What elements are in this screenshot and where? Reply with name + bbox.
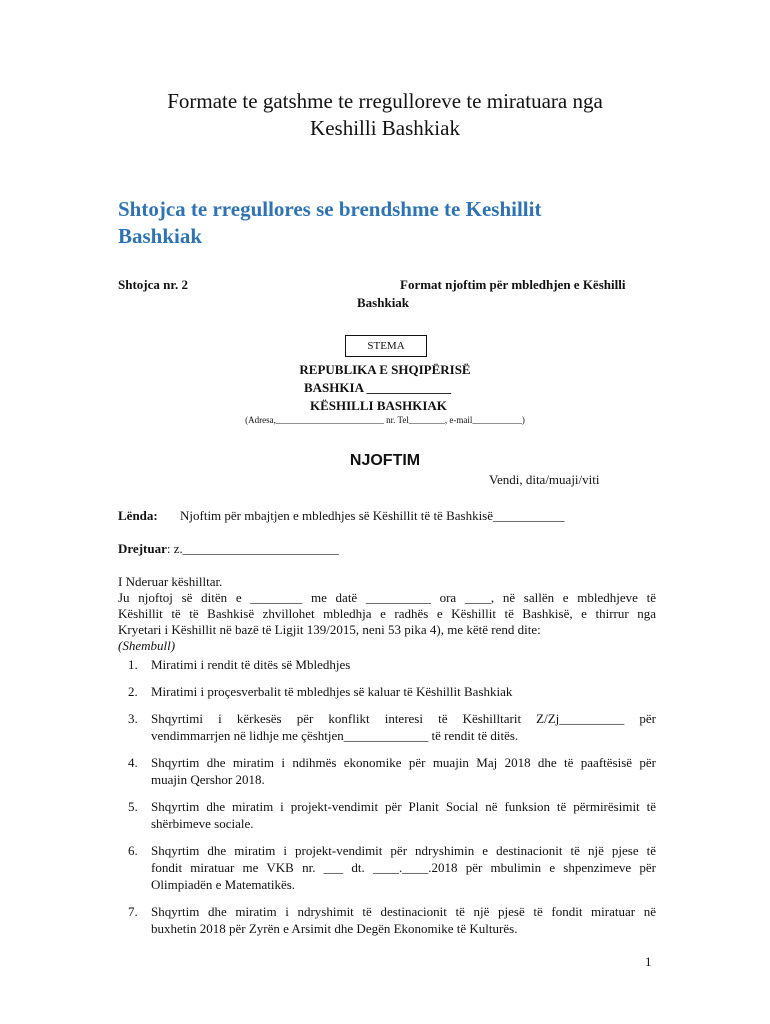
address-line: (Adresa,________________________ nr. Tel________, e-mail___________) xyxy=(245,415,525,425)
format-title-line-1: Format njoftim për mbledhjen e Këshilli xyxy=(400,277,626,292)
agenda-item-number: 4. xyxy=(128,755,138,770)
agenda-item-text-line-2: shërbimeve sociale. xyxy=(151,816,254,831)
agenda-item-text-line-1: Shqyrtim dhe miratim i projekt-vendimit për Planit Social në funksion të përmirësimit të xyxy=(151,799,656,814)
document-title-line-1: Formate te gatshme te rregulloreve te miratuara nga xyxy=(167,89,603,113)
agenda-item xyxy=(118,903,656,937)
agenda-item-number: 2. xyxy=(128,684,138,699)
agenda-item xyxy=(118,656,656,673)
agenda-item-number: 3. xyxy=(128,711,138,726)
agenda-item-text: Miratimi i rendit të ditës së Mbledhjes xyxy=(151,657,351,672)
agenda-item-text-line-1: Shqyrtimi i kërkesës për konflikt interesi të Këshilltarit Z/Zj__________ për xyxy=(151,711,656,726)
republic-heading: REPUBLIKA E SHQIPËRISË xyxy=(299,362,471,377)
body-line-3: Kryetari i Këshillit në bazë të Ligjit 139/2015, neni 53 pika 4), me këtë rend dite: xyxy=(118,622,541,637)
document-title xyxy=(0,88,770,142)
addressed-to xyxy=(118,541,339,557)
agenda-item-number: 5. xyxy=(128,799,138,814)
subject-value: Njoftim për mbajtjen e mbledhjes së Këshillit të të Bashkisë___________ xyxy=(180,508,565,523)
format-title-line-2: Bashkiak xyxy=(357,295,410,310)
addressed-value: : z.________________________ xyxy=(166,541,339,556)
place-date: Vendi, dita/muaji/viti xyxy=(489,472,600,487)
council-heading: KËSHILLI BASHKIAK xyxy=(310,398,447,413)
notice-body xyxy=(118,574,656,654)
agenda-item-text-line-1: Shqyrtim dhe miratim i ndihmës ekonomike për muajin Maj 2018 dhe të paaftësisë për xyxy=(151,755,656,770)
agenda-item-text-line-1: Shqyrtim dhe miratim i ndryshimit të destinacionit të një pjesë të fondit miratuar në xyxy=(151,904,656,919)
agenda-item xyxy=(118,798,656,832)
agenda-item xyxy=(118,842,656,893)
greeting: I Nderuar këshilltar. xyxy=(118,574,223,589)
agenda-item-text: Miratimi i proçesverbalit të mbledhjes së kaluar të Këshillit Bashkiak xyxy=(151,684,513,699)
subject-label: Lënda: xyxy=(118,508,158,523)
document-title-line-2: Keshilli Bashkiak xyxy=(310,116,460,140)
notice-title: NJOFTIM xyxy=(349,452,421,469)
agenda-item xyxy=(118,710,656,744)
emblem-placeholder: STEMA xyxy=(345,335,427,357)
body-line-2: Këshillit të të Bashkisë zhvillohet mbledhja e radhës e Këshillit të Bashkisë, e thirrur nga xyxy=(118,606,656,621)
agenda-item-number: 1. xyxy=(128,657,138,672)
section-heading xyxy=(118,196,658,250)
agenda-item-text-line-2: muajin Qershor 2018. xyxy=(151,772,265,787)
agenda-item-text-line-1: Shqyrtim dhe miratim i projekt-vendimit për ndryshimin e destinacionit të një pjese të xyxy=(151,843,656,858)
section-heading-line-1: Shtojca te rregullores se brendshme te Keshillit xyxy=(118,197,542,221)
body-line-1: Ju njoftoj së ditën e ________ me datë __________ ora ____, në sallën e mbledhjeve të xyxy=(118,590,656,605)
agenda-item-text-line-2: buxhetin 2018 për Zyrën e Arsimit dhe Degën Ekonomike të Kulturës. xyxy=(151,921,518,936)
agenda-item-text-line-2: vendimmarrjen në lidhje me çështjen_____________ të rendit të ditës. xyxy=(151,728,519,743)
addressed-label: Drejtuar xyxy=(118,541,167,556)
appendix-number: Shtojca nr. 2 xyxy=(118,277,188,292)
agenda-list xyxy=(118,656,656,947)
agenda-item xyxy=(118,683,656,700)
agenda-item-text-line-3: Olimpiadën e Matematikës. xyxy=(151,877,296,892)
section-heading-line-2: Bashkiak xyxy=(118,224,203,248)
agenda-item-text-line-2: fondit miratuar me VKB nr. ___ dt. ____.____.2018 për mbulimin e shpenzimeve për xyxy=(151,860,656,875)
agenda-item-number: 6. xyxy=(128,843,138,858)
agenda-item-number: 7. xyxy=(128,904,138,919)
agenda-item xyxy=(118,754,656,788)
page-number: 1 xyxy=(645,954,652,969)
example-label: (Shembull) xyxy=(118,638,176,653)
municipality-heading: BASHKIA _____________ xyxy=(304,380,451,395)
